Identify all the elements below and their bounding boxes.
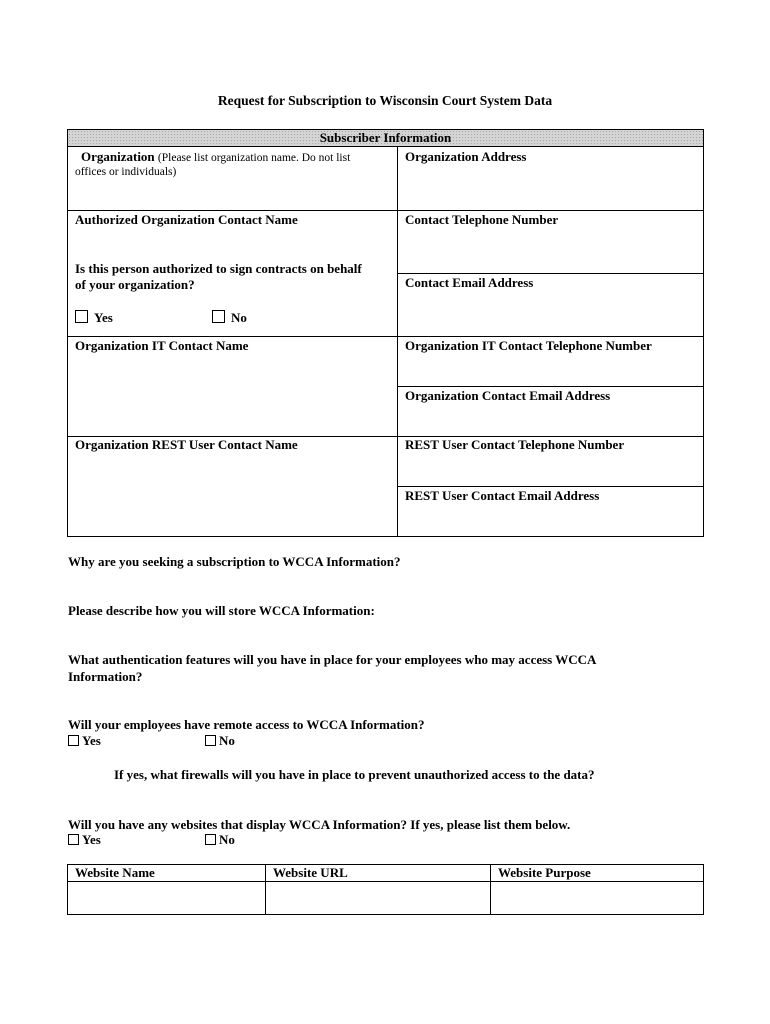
document-title: Request for Subscription to Wisconsin Court System Data bbox=[217, 93, 553, 108]
websites-no-option[interactable] bbox=[205, 832, 235, 848]
remote-no-label: No bbox=[219, 733, 235, 748]
authorized-no-option[interactable] bbox=[212, 310, 247, 326]
website-name-cell[interactable] bbox=[68, 882, 265, 914]
authorized-question-line-2: of your organization? bbox=[75, 277, 195, 292]
row-divider bbox=[397, 486, 703, 487]
organization-note: (Please list organization name. Do not list bbox=[157, 152, 351, 164]
organization-note-line-2: offices or individuals) bbox=[75, 166, 177, 178]
remote-no-option[interactable] bbox=[205, 733, 235, 749]
column-divider bbox=[397, 147, 398, 537]
question-websites: Will you have any websites that display WCCA Information? If yes, please list them below. bbox=[68, 817, 571, 832]
row-divider bbox=[68, 336, 703, 337]
row-divider bbox=[397, 386, 703, 387]
authorized-question-line-1: Is this person authorized to sign contracts on behalf bbox=[75, 261, 362, 276]
website-purpose-cell[interactable] bbox=[491, 882, 703, 914]
question-auth-line-1: What authentication features will you have in place for your employees who may access WCCA bbox=[68, 652, 597, 667]
remote-yes-label: Yes bbox=[82, 733, 101, 748]
rest-email-label[interactable]: REST User Contact Email Address bbox=[405, 488, 600, 503]
subscriber-info-header: Subscriber Information bbox=[68, 130, 703, 147]
authorized-no-checkbox[interactable] bbox=[212, 310, 225, 323]
rest-phone-label[interactable]: REST User Contact Telephone Number bbox=[405, 437, 625, 452]
question-remote: Will your employees have remote access to WCCA Information? bbox=[68, 717, 425, 732]
contact-phone-label[interactable]: Contact Telephone Number bbox=[405, 212, 559, 227]
question-firewalls: If yes, what firewalls will you have in place to prevent unauthorized access to the data? bbox=[114, 767, 595, 782]
row-divider bbox=[68, 210, 703, 211]
question-auth-line-2: Information? bbox=[68, 669, 143, 684]
websites-no-label: No bbox=[219, 832, 235, 847]
rest-contact-label[interactable]: Organization REST User Contact Name bbox=[75, 437, 298, 452]
question-why: Why are you seeking a subscription to WCCA Information? bbox=[68, 554, 401, 569]
authorized-yes-checkbox[interactable] bbox=[75, 310, 88, 323]
subscriber-info-table bbox=[67, 129, 704, 537]
remote-yes-option[interactable] bbox=[68, 733, 101, 749]
authorized-yes-option[interactable] bbox=[75, 310, 113, 326]
authorized-no-label: No bbox=[231, 310, 247, 325]
it-phone-label[interactable]: Organization IT Contact Telephone Number bbox=[405, 338, 652, 353]
authorized-yes-label: Yes bbox=[94, 310, 113, 325]
authorized-contact-label[interactable]: Authorized Organization Contact Name bbox=[75, 212, 298, 227]
website-purpose-header: Website Purpose bbox=[498, 865, 591, 880]
websites-yes-option[interactable] bbox=[68, 832, 101, 848]
remote-yes-checkbox[interactable] bbox=[68, 735, 79, 746]
remote-no-checkbox[interactable] bbox=[205, 735, 216, 746]
organization-address-label[interactable]: Organization Address bbox=[405, 149, 527, 164]
website-name-header: Website Name bbox=[75, 865, 155, 880]
website-url-cell[interactable] bbox=[266, 882, 490, 914]
it-email-label[interactable]: Organization Contact Email Address bbox=[405, 388, 611, 403]
question-store: Please describe how you will store WCCA Information: bbox=[68, 603, 375, 618]
it-contact-label[interactable]: Organization IT Contact Name bbox=[75, 338, 249, 353]
websites-yes-checkbox[interactable] bbox=[68, 834, 79, 845]
websites-no-checkbox[interactable] bbox=[205, 834, 216, 845]
websites-yes-label: Yes bbox=[82, 832, 101, 847]
contact-email-label[interactable]: Contact Email Address bbox=[405, 275, 534, 290]
row-divider bbox=[397, 273, 703, 274]
organization-label: Organization bbox=[81, 149, 155, 164]
website-url-header: Website URL bbox=[273, 865, 348, 880]
